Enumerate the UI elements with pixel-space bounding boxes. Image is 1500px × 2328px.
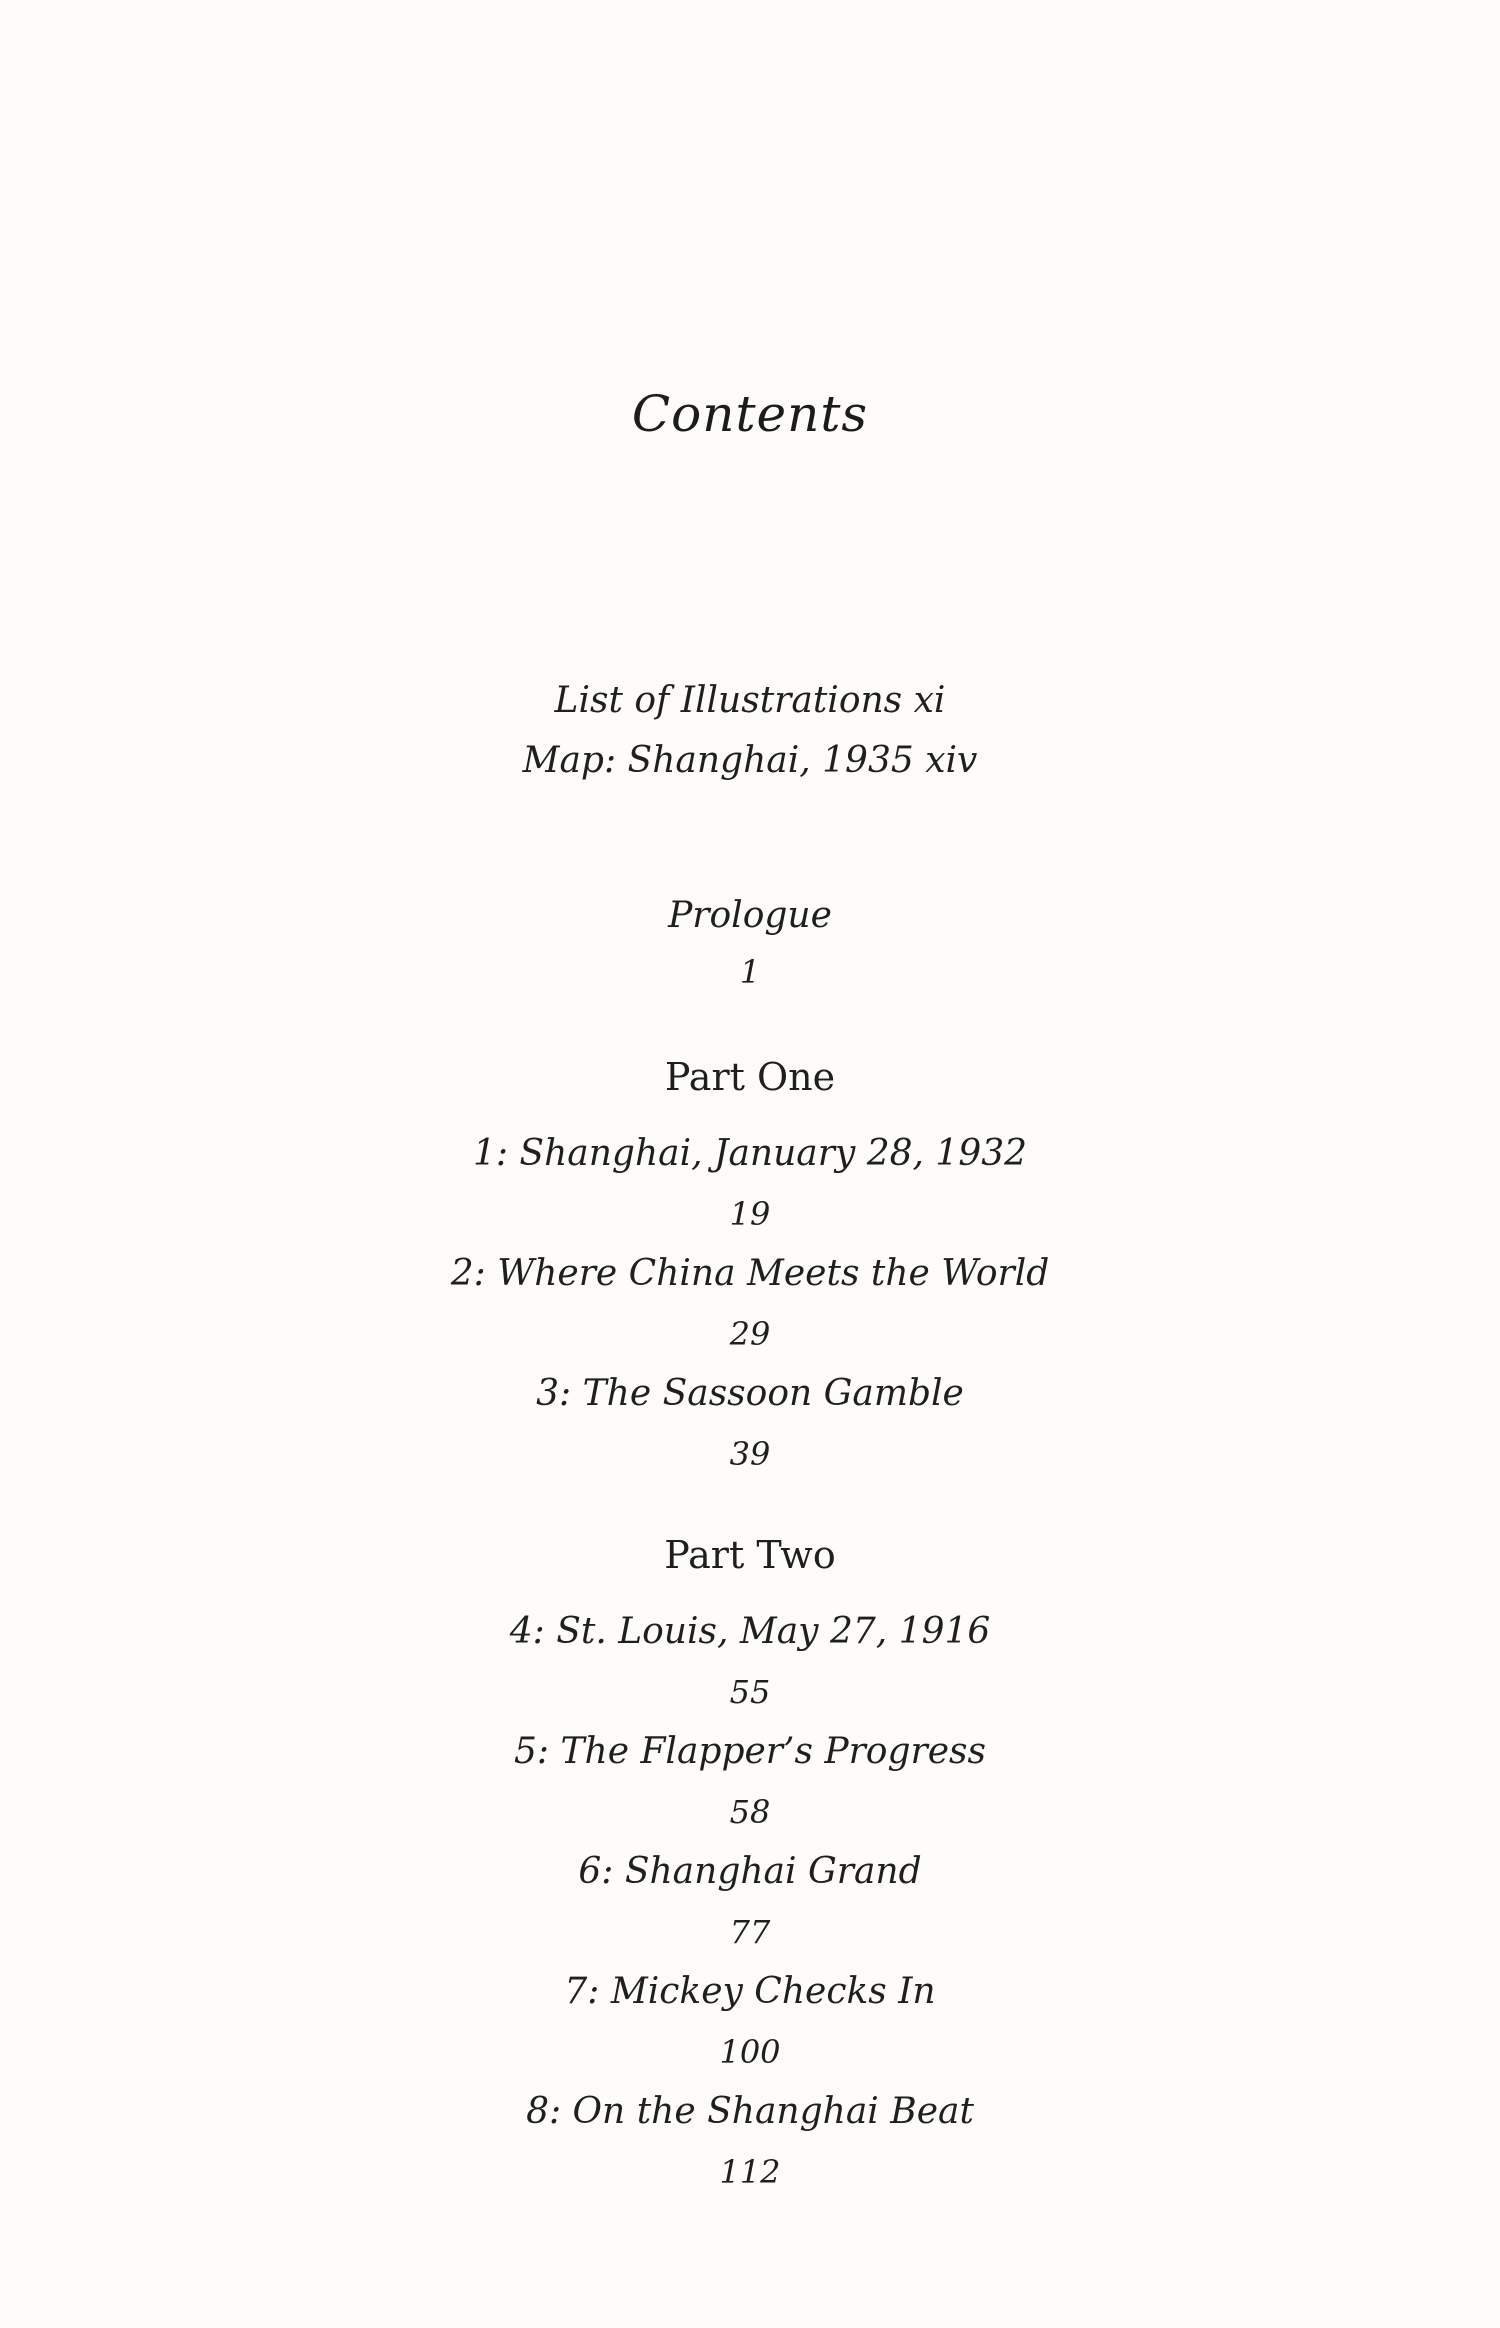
toc-entry-chapter[interactable]: 2: Where China Meets the World [450,1253,1050,1294]
chapter-title: Mickey Checks In [610,1971,936,2012]
toc-entry-page: 112 [719,2153,781,2191]
chapter-number: 2 [450,1253,474,1294]
toc-entry-chapter[interactable]: 8: On the Shanghai Beat [526,2091,974,2132]
chapter-title: The Flapper’s Progress [560,1731,986,1772]
toc-entry-page: 29 [729,1315,771,1353]
toc-entry-title: Prologue [668,895,832,936]
chapter-title: Where China Meets the World [497,1253,1050,1294]
toc-entry-page: 77 [729,1913,771,1951]
toc-entry-page: 100 [719,2033,781,2071]
toc-entry-page: 19 [729,1195,771,1233]
toc-entry-page: 55 [729,1673,771,1711]
toc-entry-chapter[interactable]: 4: St. Louis, May 27, 1916 [509,1611,991,1652]
toc-entry-list-of-illustrations[interactable] [0,680,1500,721]
chapter-title: The Sassoon Gamble [582,1373,964,1414]
chapter-number: 5 [514,1731,537,1772]
toc-entry-chapter[interactable]: 1: Shanghai, January 28, 1932 [472,1133,1028,1174]
chapter-title: On the Shanghai Beat [572,2091,974,2132]
chapter-title: St. Louis, May 27, 1916 [556,1611,991,1652]
part-heading: Part One [664,1055,836,1099]
chapter-number: 1 [472,1133,496,1174]
toc-entry-page: xiv [925,740,978,781]
chapter-number: 6 [578,1851,602,1892]
toc-entry-page: xi [913,680,946,721]
toc-entry-prologue[interactable] [0,895,1500,936]
chapter-number: 4 [509,1611,533,1652]
toc-entry-map[interactable] [0,740,1500,781]
toc-entry-page: 1 [739,953,761,991]
chapter-number: 7 [564,1971,588,2012]
toc-entry-title: List of Illustrations [554,680,903,721]
chapter-number: 3 [536,1373,560,1414]
part-heading: Part Two [664,1533,836,1577]
chapter-number: 8 [526,2091,549,2132]
toc-entry-title: Map: Shanghai, 1935 [522,740,914,781]
toc-entry-chapter[interactable]: 3: The Sassoon Gamble [536,1373,964,1414]
chapter-title: Shanghai Grand [624,1851,922,1892]
toc-entry-page: 39 [729,1435,771,1473]
toc-entry-chapter[interactable]: 7: Mickey Checks In [564,1971,936,2012]
toc-entry-chapter[interactable]: 6: Shanghai Grand [578,1851,922,1892]
page-title: Contents [631,385,869,443]
chapter-title: Shanghai, January 28, 1932 [519,1133,1028,1174]
toc-entry-page: 58 [729,1793,771,1831]
toc-entry-chapter[interactable]: 5: The Flapper’s Progress [514,1731,986,1772]
